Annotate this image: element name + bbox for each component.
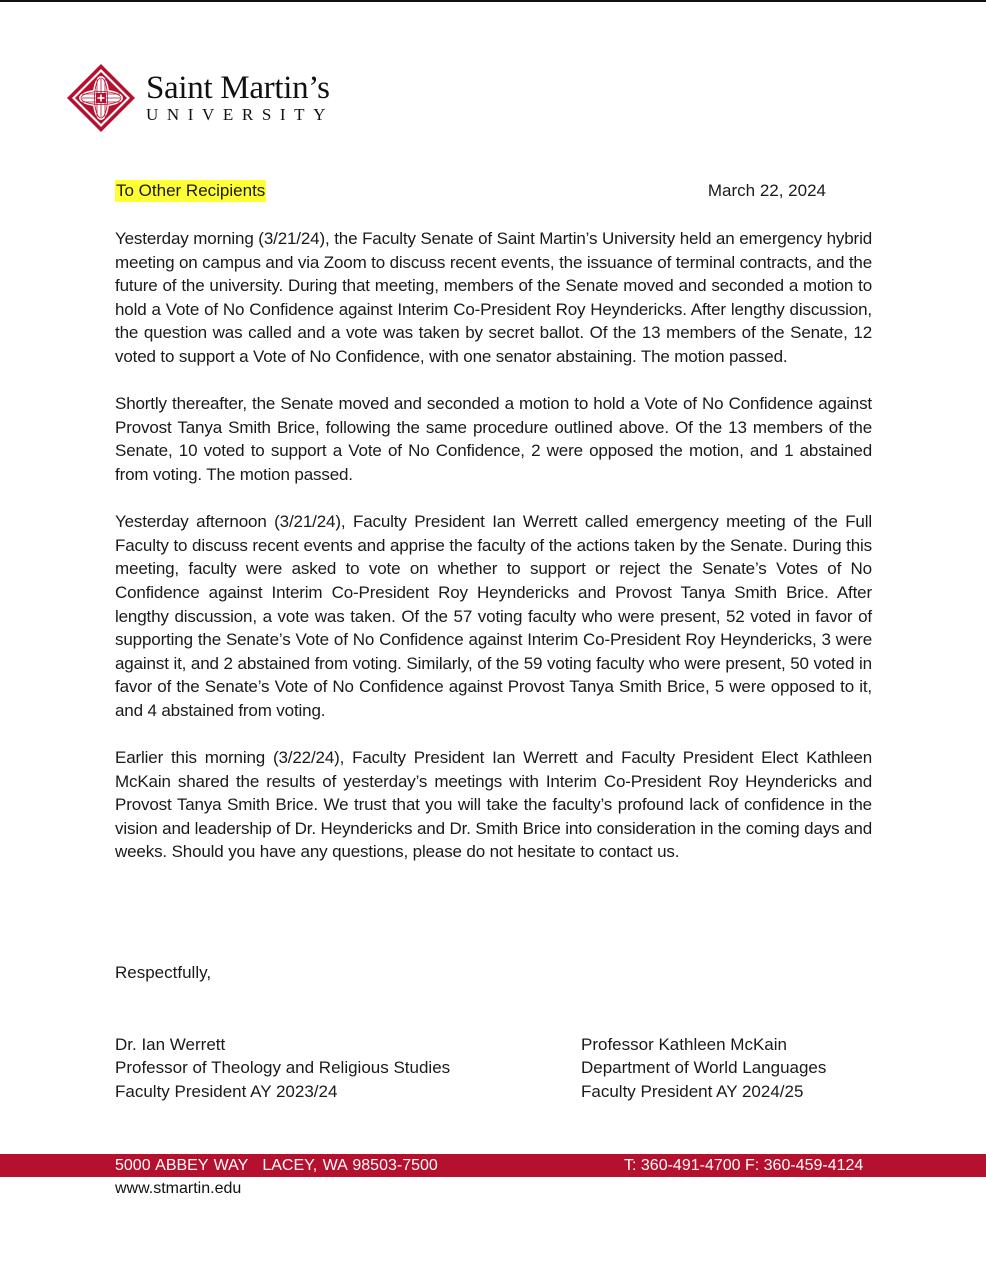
signer-role: Faculty President AY 2024/25 — [581, 1081, 804, 1101]
footer-website-link[interactable]: www.stmartin.edu — [115, 1180, 242, 1197]
paragraph-full-faculty-vote: Yesterday afternoon (3/21/24), Faculty President Ian Werrett called emergency meeting of the Full Faculty to discuss recent events and apprise the faculty of the actions taken by the Senate. During this meeting, faculty were asked to vote on whether to support or reject the Senate’s Votes of No Confidence against Interim Co-President Roy Heyndericks and Provost Tanya Smith Brice. After lengthy discussion, a vote was taken. Of the 57 voting faculty who were present, 52 voted in favor of supporting the Senate’s Vote of No Confidence against Interim Co-President Roy Heyndericks, 3 were against it, and 2 abstained from voting. Similarly, of the 59 voting faculty who were present, 50 voted in favor of the Senate’s Vote of No Confidence against Provost Tanya Smith Brice, 5 were opposed to it, and 4 abstained from voting. — [115, 512, 872, 720]
university-wordmark — [146, 71, 334, 125]
page-top-border — [0, 0, 986, 2]
paragraph-senate-vote-provost: Shortly thereafter, the Senate moved and seconded a motion to hold a Vote of No Confidence against Provost Tanya Smith Brice, following the same procedure outlined above. Of the 13 members of the Senate, 10 voted to support a Vote of No Confidence, 2 were opposed the motion, and 1 abstained from voting. The motion passed. — [115, 394, 872, 484]
footer-phone-fax: T: 360-491-4700 F: 360-459-4124 — [624, 1157, 864, 1174]
paragraph-senate-vote-president: Yesterday morning (3/21/24), the Faculty Senate of Saint Martin’s University held an emergency hybrid meeting on campus and via Zoom to discuss recent events, the issuance of terminal contracts, and the future of the university. During that meeting, members of the Senate moved and seconded a motion to hold a Vote of No Confidence against Interim Co-President Roy Heyndericks. After lengthy discussion, the question was called and a vote was taken by secret ballot. Of the 13 members of the Senate, 12 voted to support a Vote of No Confidence, with one senator abstaining. The motion passed. — [115, 229, 873, 366]
university-name: Saint Martin’s — [146, 70, 330, 106]
footer-band — [0, 1154, 986, 1177]
letter-closing: Respectfully, — [115, 963, 212, 982]
letter-header — [115, 180, 826, 202]
signer-name: Dr. Ian Werrett — [115, 1035, 226, 1054]
recipient-line: To Other Recipients — [116, 181, 266, 200]
signer-title: Department of World Languages — [581, 1058, 827, 1078]
signer-name: Professor Kathleen McKain — [581, 1035, 787, 1054]
cross-diamond-emblem-icon — [66, 63, 136, 133]
signer-role: Faculty President AY 2023/24 — [115, 1081, 338, 1101]
footer-address — [115, 1154, 438, 1177]
footer-city: LACEY, WA 98503-7500 — [262, 1157, 438, 1174]
letter-date: March 22, 2024 — [707, 181, 826, 200]
signature-block-mckain — [581, 1033, 826, 1103]
signature-block-werrett — [115, 1033, 450, 1103]
footer-street: 5000 ABBEY WAY — [115, 1157, 249, 1174]
letter-body — [115, 227, 872, 888]
paragraph-results-shared: Earlier this morning (3/22/24), Faculty President Ian Werrett and Faculty President Elect Kathleen McKain shared the results of yesterday’s meetings with Interim Co-President Roy Heyndericks and Provost Tanya Smith Brice. We trust that you will take the faculty’s profound lack of confidence in the vision and leadership of Dr. Heyndericks and Dr. Smith Brice into consideration in the coming days and weeks. Should you have any questions, please do not hesitate to contact us. — [115, 748, 872, 862]
university-subtitle: UNIVERSITY — [146, 105, 334, 124]
university-logo — [66, 63, 334, 133]
signer-title: Professor of Theology and Religious Studies — [115, 1058, 451, 1078]
